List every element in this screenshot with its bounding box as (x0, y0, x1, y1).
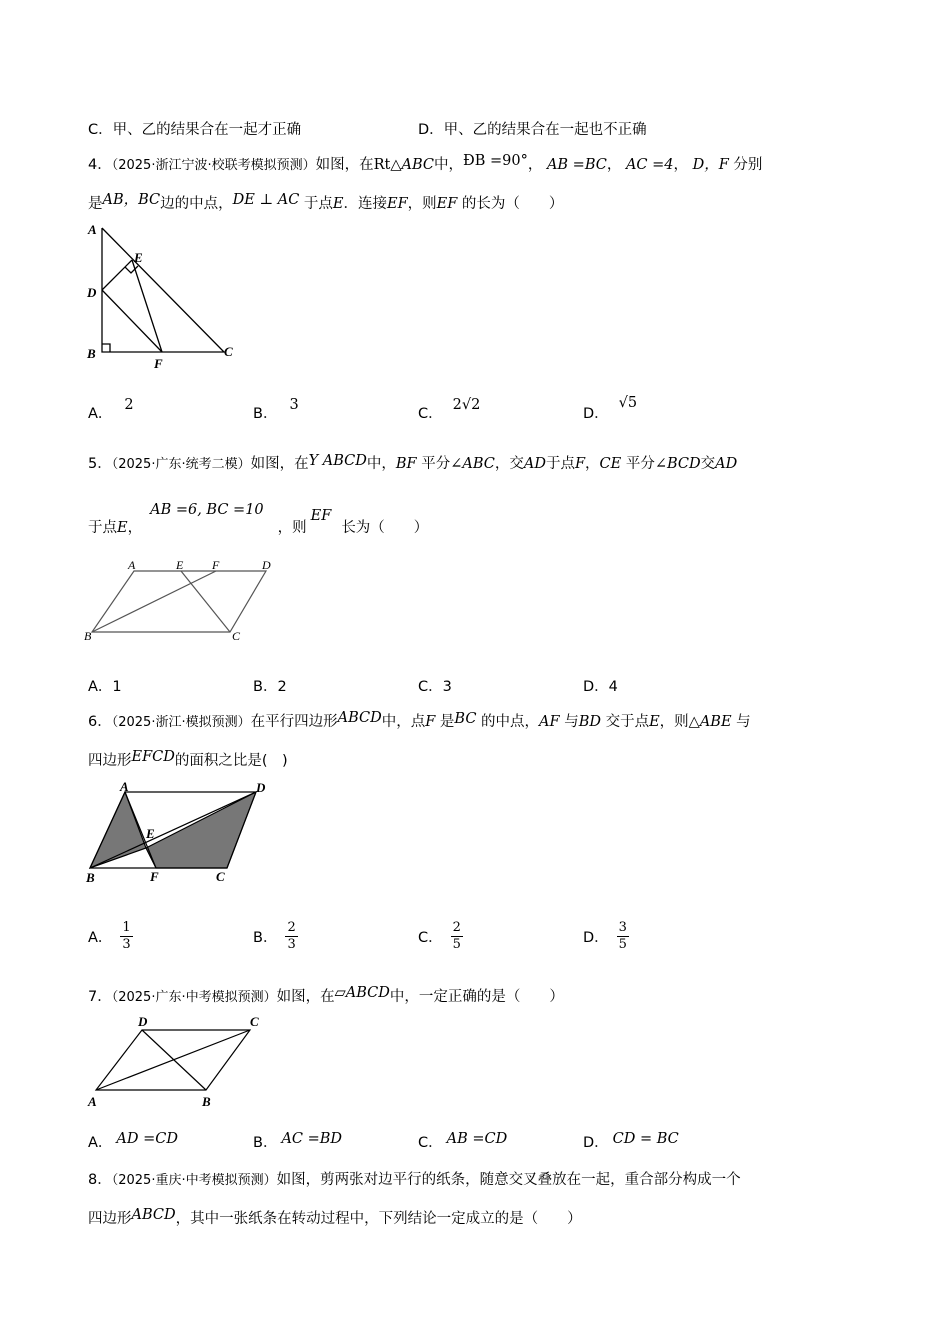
q4-abc: ABC (401, 157, 434, 173)
q5-option-a: A．1 (88, 679, 122, 695)
q6-efcd: EFCD (131, 749, 175, 765)
q4-rt: Rt△ (373, 157, 402, 173)
q5-text: ，则 (277, 520, 307, 536)
q7-text: 如图，在 (276, 989, 335, 1005)
q6-text: 交于点 (605, 714, 650, 730)
q4-de-perp: DE ⊥ AC (232, 192, 300, 208)
q4-figure (84, 222, 244, 372)
q6-text: ，则 (659, 714, 689, 730)
q7-number: 7． (88, 989, 112, 1005)
q5-bf: BF (395, 456, 417, 472)
q5-label-e: E (176, 558, 184, 572)
q4-label-f: F (154, 356, 163, 371)
q8-abcd: ABCD (131, 1207, 176, 1223)
q4-df: D，F (692, 157, 729, 173)
q5-angle1: ∠ABC (450, 456, 495, 472)
q5-text: 中， (366, 456, 396, 472)
q6-text: 中，点 (381, 714, 426, 730)
q5-text: ， (585, 456, 600, 472)
q5-given: AB =6, BC =10 (150, 502, 264, 518)
q6-bd: BD (578, 714, 601, 730)
q5-stem-line2 (88, 502, 429, 537)
q5-text: 长为（ ） (341, 520, 429, 536)
q5-parallelogram: Y ABCD (308, 453, 367, 469)
q4-stem-line1: 4．（2025·浙江宁波·校联考模拟预测）如图，在Rt△ABC中，ÐB =90°， AB =BC， AC =4， D，F 分别 (88, 153, 763, 173)
q4-option-b: B．3 (253, 397, 299, 422)
q4-label-b: B (87, 346, 96, 361)
q5-ef: EF (310, 508, 332, 524)
q6-text: 四边形 (88, 753, 132, 769)
q5-text: 于点 (88, 520, 117, 536)
q8-source: （2025·重庆·中考模拟预测） (111, 1173, 277, 1188)
q5-text: 交 (700, 456, 716, 472)
q6-shaded-efcd (146, 792, 256, 868)
q6-option-c: C． $\frac{2}{5}$ (418, 920, 461, 952)
q5-text: 于点 (545, 456, 575, 472)
q4-stem-line2 (88, 192, 563, 213)
q3-option-c: C．甲、乙的结果合在一起才正确 (88, 122, 302, 138)
q5-text: 如图，在 (250, 456, 309, 472)
q6-label-d: D (256, 780, 266, 795)
q4-number: 4． (88, 157, 112, 173)
q4-text: 的长为（ ） (461, 196, 564, 212)
q4-option-c: C．2√2 (418, 397, 481, 422)
q5-label-a: A (128, 558, 136, 572)
q5-option-b: B．2 (253, 679, 287, 695)
q5-label-c: C (232, 629, 241, 642)
q4-label-c: C (224, 344, 233, 359)
q8-stem-line2 (88, 1207, 582, 1228)
q5-stem-line1 (88, 452, 737, 473)
q6-option-d: D． $\frac{3}{5}$ (583, 920, 627, 952)
q7-label-c: C (250, 1014, 259, 1029)
q4-option-d: D．√5 (583, 395, 638, 422)
q8-number: 8． (88, 1172, 112, 1188)
q5-text: 平分 (421, 456, 451, 472)
q7-parallelogram: ▱ABCD (334, 985, 390, 1001)
q6-e: E (649, 714, 660, 730)
q7-figure (84, 1012, 274, 1110)
q8-text: 如图，剪两张对边平行的纸条，随意交叉叠放在一起，重合部分构成一个 (276, 1172, 741, 1188)
q6-label-c: C (216, 869, 225, 884)
q4-label-d: D (87, 285, 97, 300)
q5-ad: AD (715, 456, 738, 472)
q6-triangle: △ABE (688, 714, 732, 730)
q4-text: ．连接 (343, 196, 387, 212)
q6-text: 的中点， (481, 714, 540, 730)
q7-option-b: B． AC =BD (253, 1131, 343, 1151)
q5-text: ， (127, 520, 143, 536)
q6-shaded-abe (90, 792, 146, 868)
q5-ad: AD (523, 456, 546, 472)
q7-label-b: B (202, 1094, 211, 1109)
q5-number: 5． (88, 456, 112, 472)
q6-stem-line1 (88, 710, 751, 731)
q5-text: ，交 (494, 456, 524, 472)
q4-e: E (332, 196, 344, 212)
q6-text: 与 (736, 714, 751, 730)
q6-af: AF (539, 714, 560, 730)
q7-option-d: D． CD = BC (583, 1131, 679, 1151)
q5-figure (84, 556, 284, 642)
q5-f: F (574, 456, 586, 472)
q5-angle2: ∠BCD (654, 456, 701, 472)
q7-stem (88, 985, 564, 1006)
q4-label-e: E (134, 250, 143, 265)
q5-e: E (117, 520, 128, 536)
q4-text: 边的中点， (160, 196, 233, 212)
q4-ef: EF (436, 196, 458, 212)
q4-ab-bc: AB，BC (102, 192, 161, 208)
q6-label-e: E (146, 826, 155, 841)
q6-abcd: ABCD (337, 710, 382, 726)
q4-eq1: AB =BC (546, 157, 607, 173)
q8-text: 四边形 (88, 1211, 132, 1227)
q7-option-c: C． AB =CD (418, 1131, 508, 1151)
q5-option-c: C．3 (418, 679, 452, 695)
q7-source: （2025·广东·中考模拟预测） (111, 990, 277, 1005)
q6-text: 的面积之比是( ) (174, 753, 288, 769)
q6-f: F (425, 714, 436, 730)
q3-option-d: D．甲、乙的结果合在一起也不正确 (418, 122, 647, 138)
q6-figure (84, 780, 274, 886)
q8-text: ，其中一张纸条在转动过程中，下列结论一定成立的是（ ） (175, 1211, 582, 1227)
q4-text: 分别 (733, 157, 763, 173)
q6-number: 6． (88, 714, 112, 730)
q6-stem-line2 (88, 749, 288, 770)
q7-label-d: D (138, 1014, 148, 1029)
q7-label-a: A (88, 1094, 97, 1109)
q6-text: 与 (564, 714, 579, 730)
q7-text: 中，一定正确的是（ ） (389, 989, 564, 1005)
q4-option-a: A．2 (88, 397, 134, 422)
q8-stem-line1 (88, 1168, 741, 1189)
q4-text: 如图，在 (315, 157, 374, 173)
q6-source: （2025·浙江·模拟预测） (111, 715, 251, 730)
q6-option-b: B． $\frac{2}{3}$ (253, 920, 296, 952)
q5-label-f: F (212, 558, 220, 572)
q5-source: （2025·广东·统考二模） (111, 457, 251, 472)
q6-option-a: A． $\frac{1}{3}$ (88, 920, 131, 952)
q4-label-a: A (88, 222, 97, 237)
q4-eq2: AC =4 (625, 157, 674, 173)
q6-label-a: A (120, 780, 129, 794)
q4-ef: EF (387, 196, 408, 212)
q5-ce: CE (599, 456, 622, 472)
q4-source: （2025·浙江宁波·校联考模拟预测） (111, 158, 316, 173)
q4-text: 是 (88, 196, 103, 212)
q6-label-f: F (150, 869, 159, 884)
q6-bc: BC (454, 711, 477, 727)
q6-text: 是 (439, 714, 455, 730)
q6-text: 在平行四边形 (250, 714, 338, 730)
q6-label-b: B (86, 870, 95, 885)
q4-text: ，则 (407, 196, 437, 212)
q5-label-d: D (262, 558, 271, 572)
q4-text: 中， (434, 157, 463, 173)
q4-text: 于点 (303, 196, 333, 212)
q5-text: 平分 (625, 456, 655, 472)
q5-option-d: D．4 (583, 679, 618, 695)
q7-option-a: A． AD =CD (88, 1131, 178, 1151)
q4-angle: ÐB =90° (463, 153, 528, 169)
q5-label-b: B (84, 629, 92, 642)
